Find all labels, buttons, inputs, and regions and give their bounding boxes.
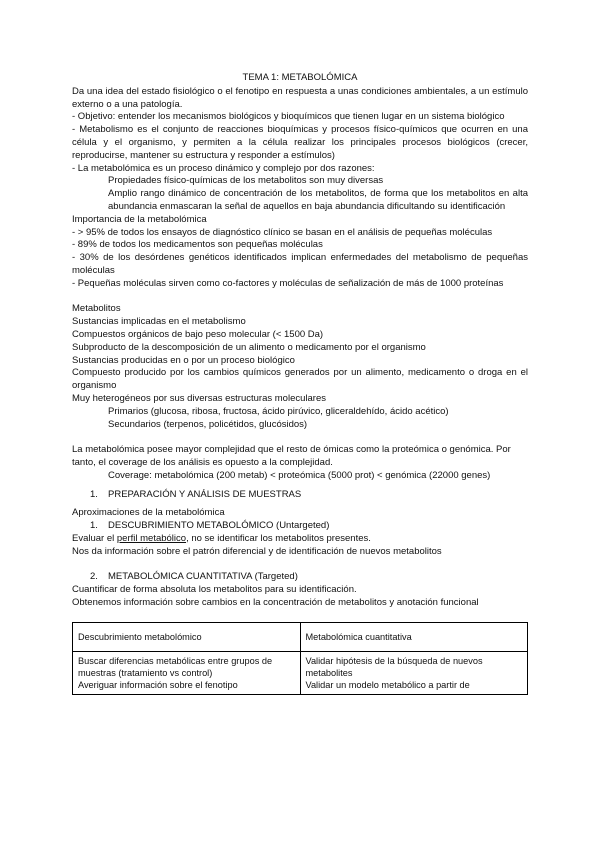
table-header-cell: Descubrimiento metabolómico	[73, 622, 301, 651]
heterogeneos-item: Primarios (glucosa, ribosa, fructosa, ácido pirúvico, gliceraldehído, ácido acético)	[108, 405, 449, 417]
razon-item: Propiedades físico-químicas de los metabolitos son muy diversas	[108, 175, 384, 187]
importancia-item: - 30% de los desórdenes genéticos identificados implican enfermedades del metabolismo de pequeñas moléculas	[72, 252, 528, 276]
sub1-line	[72, 533, 528, 546]
metabolitos-item: Subproducto de la descomposición de un alimento o medicamento por el organismo	[72, 341, 426, 353]
coverage-line: Coverage: metabolómica (200 metab) < proteómica (5000 prot) < genómica (22000 genes)	[108, 469, 491, 481]
subsection-heading	[72, 520, 528, 533]
spacer	[72, 558, 528, 571]
metabolitos-item: Sustancias implicadas en el metabolismo	[72, 316, 246, 328]
spacer	[72, 291, 528, 304]
subsection-label: METABOLÓMICA CUANTITATIVA (Targeted)	[108, 571, 298, 583]
document-page	[72, 72, 528, 695]
cell-line: Validar hipótesis de la búsqueda de nuevos metabolites	[305, 655, 483, 678]
table-cell	[73, 651, 301, 694]
table-header-row	[73, 622, 528, 651]
metabolitos-item: Compuesto producido por los cambios químicos generados por un alimento, medicamento o droga en el organismo	[72, 367, 528, 392]
spacer	[72, 431, 528, 444]
metabolismo-paragraph: - Metabolismo es el conjunto de reacciones bioquímicas y procesos físico-químicos que ocurren en una célula y el organismo, y permiten a la célula realizar los principales procesos biológicos (crecer, reproducirse, mantener su estructura y responder a estímulos)	[72, 124, 528, 161]
metabolitos-item: Muy heterogéneos por sus diversas estructuras moleculares	[72, 392, 326, 404]
metabolitos-heading: Metabolitos	[72, 303, 121, 315]
intro-paragraph: Da una idea del estado fisiológico o el fenotipo en respuesta a unas condiciones ambientales, a un estímulo externo o a una patología.	[72, 85, 528, 110]
table-row	[73, 651, 528, 694]
heterogeneos-item: Secundarios (terpenos, policétidos, glucósidos)	[108, 418, 308, 430]
complejidad-paragraph: La metabolómica posee mayor complejidad que el resto de ómicas como la proteómica o genómica. Por tanto, el coverage de los análisis es opuesto a la complejidad.	[72, 444, 511, 468]
dinamico-paragraph: - La metabolómica es un proceso dinámico y complejo por dos razones:	[72, 162, 375, 174]
importancia-item: - > 95% de todos los ensayos de diagnóstico clínico se basan en el análisis de pequeñas moléculas	[72, 226, 493, 238]
page-title: TEMA 1: METABOLÓMICA	[242, 72, 358, 83]
metabolitos-item: Sustancias producidas en o por un proceso biológico	[72, 354, 295, 366]
subsection-heading	[72, 571, 528, 584]
sub2-line: Obtenemos información sobre cambios en la concentración de metabolitos y anotación funcional	[72, 596, 479, 608]
subsection-number: 1.	[90, 520, 98, 532]
cell-line: Buscar diferencias metabólicas entre grupos de muestras (tratamiento vs control)	[78, 655, 273, 678]
subsection-number: 2.	[90, 571, 98, 583]
table-header-cell: Metabolómica cuantitativa	[300, 622, 528, 651]
comparison-table	[72, 622, 528, 695]
importancia-item: - Pequeñas moléculas sirven como co-factores y moléculas de señalización de más de 1000 proteínas	[72, 277, 504, 289]
section-label: PREPARACIÓN Y ANÁLISIS DE MUESTRAS	[108, 488, 302, 500]
razon-item: Amplio rango dinámico de concentración de los metabolitos, de forma que los metabolitos en alta abundancia enmascaran la señal de aquellos en baja abundancia dificultando su identificación	[108, 188, 528, 212]
sub1-text: Evaluar el	[72, 532, 117, 544]
cell-line: Validar un modelo metabólico a partir de	[305, 679, 470, 690]
sub2-line: Cuantificar de forma absoluta los metabolitos para su identificación.	[72, 584, 357, 596]
aproximaciones-heading: Aproximaciones de la metabolómica	[72, 507, 225, 519]
sub1-line: Nos da información sobre el patrón diferencial y de identificación de nuevos metabolitos	[72, 545, 442, 557]
sub1-text: , no se identificar los metabolitos presentes.	[186, 532, 371, 544]
importancia-heading: Importancia de la metabolómica	[72, 213, 207, 225]
importancia-item: - 89% de todos los medicamentos son pequeñas moléculas	[72, 239, 323, 251]
subsection-label: DESCUBRIMIENTO METABOLÓMICO (Untargeted)	[108, 520, 330, 532]
section-number: 1.	[90, 488, 98, 500]
table-cell	[300, 651, 528, 694]
section-heading	[72, 489, 528, 502]
perfil-metabolico-link[interactable]: perfil metabólico	[116, 532, 187, 544]
objetivo-paragraph: - Objetivo: entender los mecanismos biológicos y bioquímicos que tienen lugar en un sistema biológico	[72, 111, 505, 123]
metabolitos-item: Compuestos orgánicos de bajo peso molecular (< 1500 Da)	[72, 328, 324, 340]
cell-line: Averiguar información sobre el fenotipo	[78, 679, 238, 690]
